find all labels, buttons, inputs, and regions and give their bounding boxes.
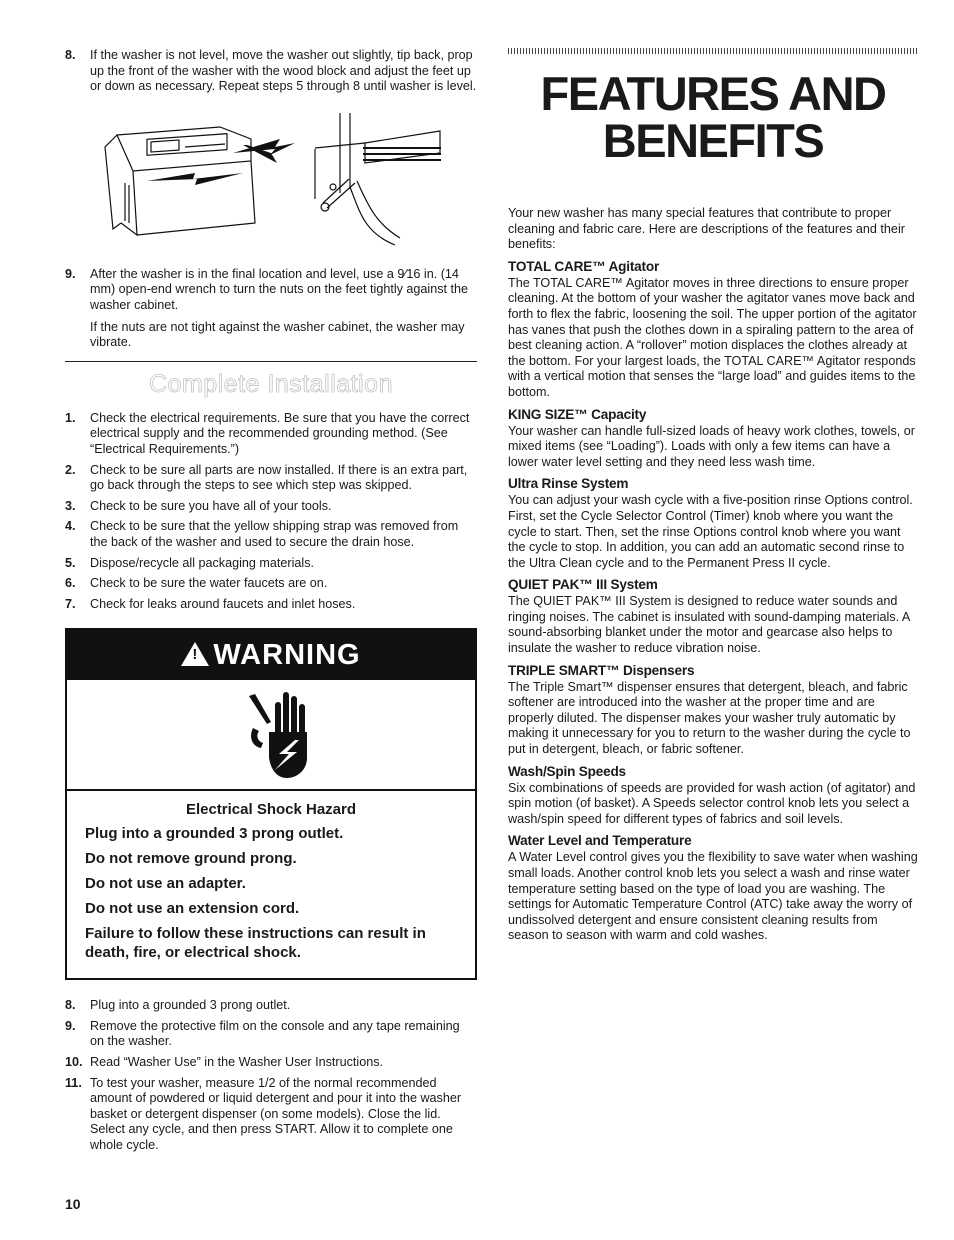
list-item: 7. Check for leaks around faucets and inlet hoses. [65, 596, 356, 611]
list-item: 9. After the washer is in the final location and level, use a 9⁄16 in. (14 mm) open-end wrench to turn the nuts on the feet tightly against the washer cabinet. If the nuts are not tight against the washer cabinet, the washer may vibrate. [65, 266, 469, 350]
feature-quiet-pak: QUIET PAK™ III System The QUIET PAK™ III System is designed to reduce water sounds and ringing noises. The cabinet is insulated with sound-damping materials. A sound-absorbing blanket under the motor and gearcase also helps to insulate the washer to reduce vibration noise. [508, 577, 910, 656]
feature-ultra-rinse: Ultra Rinse System You can adjust your wash cycle with a five-position rinse Options control. First, set the Cycle Selector Control (Timer) knob where you want the cycle to start. Then, set the rinse Options control knob where you want the cycle to stop. In addition, you can add an automatic second rinse to the Ultra Clean cycle and to the Permanent Press II cycle. [508, 476, 913, 570]
list-item: 4. Check to be sure that the yellow shipping strap was removed from the back of the washer and used to secure the drain hose. [65, 519, 459, 549]
list-item: 11. To test your washer, measure 1/2 of the normal recommended amount of powdered or liquid detergent and pour it into the washer basket or detergent dispenser (on some models). Close the lid. Select any cycle, and then press START. Allow it to complete one whole cycle. [65, 1075, 462, 1153]
left-column [65, 48, 477, 1159]
warning-line: Do not remove ground prong. [85, 850, 297, 868]
tighten-steps [65, 267, 477, 351]
list-item: 3. Check to be sure you have all of your tools. [65, 498, 332, 513]
feature-water-level: Water Level and Temperature A Water Level control gives you the flexibility to save water when washing small loads. Another control knob lets you select a wash and rinse water temperature setting based on the type of load you are washing. The settings for Automatic Temperature Control (ATC) take away the worry of undissolved detergent and ensure consistent cleaning results from season to season with warm and cold washes. [508, 833, 918, 943]
washer-illustration-icon [65, 103, 477, 253]
list-item: 6. Check to be sure the water faucets are on. [65, 576, 328, 591]
warning-line: Plug into a grounded 3 prong outlet. [85, 825, 344, 843]
features-title: FEATURES AND BENEFITS [540, 67, 886, 167]
feature-king-size: KING SIZE™ Capacity Your washer can handle full-sized loads of heavy work clothes, towels, or mixed items (see “Loading”). Loads with only a few items can have a lower water level setting and they need less wash time. [508, 406, 915, 469]
warning-line: Do not use an adapter. [85, 875, 246, 893]
hazard-title: Electrical Shock Hazard [185, 801, 357, 819]
page-number: 10 [65, 1196, 81, 1212]
shock-hazard-symbol [67, 680, 475, 791]
list-item: 9. Remove the protective film on the console and any tape remaining on the washer. [65, 1018, 460, 1049]
list-item: 8. Plug into a grounded 3 prong outlet. [65, 998, 291, 1013]
list-item: 8. If the washer is not level, move the washer out slightly, tip back, prop up the front of the washer with the wood block and adjust the feet up or down as necessary. Repeat steps 5 through 8 until washer is level. [65, 48, 477, 94]
final-steps [65, 998, 477, 1153]
list-item: 5. Dispose/recycle all packaging materials. [65, 555, 314, 570]
right-column [508, 48, 918, 950]
warning-line: Failure to follow these instructions can result in death, fire, or electrical shock. [85, 925, 426, 962]
warning-text [67, 791, 475, 978]
warning-box [65, 628, 477, 980]
washer-leveling-illustration [65, 103, 477, 253]
warning-triangle-icon [181, 642, 209, 666]
warning-line: Do not use an extension cord. [85, 900, 300, 918]
list-item: 1. Check the electrical requirements. Be sure that you have the correct electrical supply and the recommended grounding method. (See “Electrical Requirements.”) [65, 410, 470, 456]
section-divider [65, 361, 477, 362]
list-item: 2. Check to be sure all parts are now installed. If there is an extra part, go back through the steps to see which step was skipped. [65, 462, 468, 493]
title-decoration-bar [508, 48, 918, 54]
feature-total-care: TOTAL CARE™ Agitator The TOTAL CARE™ Agitator moves in three directions to ensure proper cleaning. At the bottom of your washer the agitator vanes move back and forth to flex the fabric, loosening the soil. The upper portion of the agitator has vanes that push the clothes down in a spiraling pattern to the area of best cleaning action. A “rollover” motion displaces the clothes already at the bottom. For your largest loads, the TOTAL CARE™ Agitator responds with a vertical motion that senses the “large load” and guides items to the bottom. [508, 258, 917, 399]
list-item: 10. Read “Washer Use” in the Washer User Instructions. [65, 1055, 384, 1070]
complete-installation-heading: Complete Installation [149, 369, 393, 398]
feature-wash-spin-speeds: Wash/Spin Speeds Six combinations of speeds are provided for wash action (of agitator) and spin motion (of basket). A Speeds selector control knob lets you select a wash/spin speed for different types of fabrics and soil levels. [508, 763, 916, 826]
feature-triple-smart: TRIPLE SMART™ Dispensers The Triple Smart™ dispenser ensures that detergent, bleach, and fabric softener are introduced into the washer at the proper time and are properly diluted. The dispenser makes your washer truly automatic by making it unnecessary for you to return to the washer during the cycle to put in detergent, bleach, or fabric softener. [508, 662, 911, 757]
warning-header: !WARNING [67, 630, 475, 680]
leveling-steps [65, 48, 477, 95]
features-intro: Your new washer has many special features that contribute to proper cleaning and fabric care. Here are descriptions of the features and their benefits: [508, 206, 905, 252]
electric-shock-hand-icon [247, 688, 317, 783]
complete-installation-steps [65, 411, 477, 613]
